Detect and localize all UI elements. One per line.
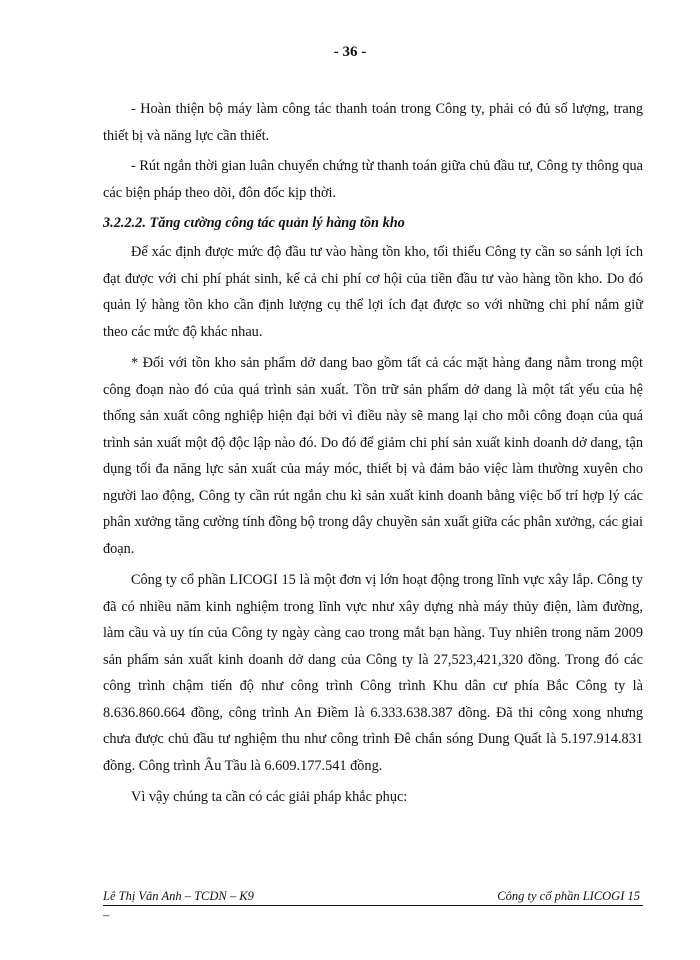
page-number: - 36 -	[333, 44, 367, 60]
bullet-paragraph-1: - Hoàn thiện bộ máy làm công tác thanh toán trong Công ty, phải có đủ số lượng, trang thiết bị và năng lực cần thiết.	[103, 101, 643, 144]
footer-divider	[103, 905, 643, 906]
body-paragraph-3: Công ty cổ phần LICOGI 15 là một đơn vị lớn hoạt động trong lĩnh vực xây lắp. Công ty đã có nhiều năm kinh nghiệm trong lĩnh vực như xây dựng nhà máy thủy điện, làm đường, làm cầu và uy tín của Công ty ngày càng cao trong mắt bạn hàng. Tuy nhiên trong năm 2009 sản phẩm sản xuất kinh doanh dở dang của Công ty là 27,523,421,320 đồng. Trong đó các công trình chậm tiến độ như công trình Công trình Khu dân cư phía Bắc Công ty là 8.636.860.664 đồng, công trình An Điềm là 6.333.638.387 đồng. Đã thi công xong nhưng chưa được chủ đầu tư nghiệm thu như công trình Đê chắn sóng Dung Quất là 5.197.914.831 đồng. Công trình Âu Tầu là 6.609.177.541 đồng.	[103, 572, 643, 774]
body-paragraph-4: Vì vậy chúng ta cần có các giải pháp khắc phục:	[131, 789, 408, 805]
body-paragraph-2: * Đối với tồn kho sản phẩm dở dang bao gồm tất cả các mặt hàng đang nằm trong một công đoạn nào đó của quá trình sản xuất. Tồn trữ sản phẩm dở dang là một tất yếu của hệ thống sản xuất công nghiệp hiện đại bởi vì điều này sẽ mang lại cho mỗi công đoạn của quá trình sản xuất một độ độc lập nào đó. Do đó để giảm chi phí sản xuất kinh doanh dở dang, tận dụng tối đa năng lực sản xuất của máy móc, thiết bị và đảm bảo việc làm thường xuyên cho người lao động, Công ty cần rút ngắn chu kì sản xuất kinh doanh bằng việc bố trí hợp lý các phân xưởng tăng cường tính đồng bộ trong dây chuyền sản xuất giữa các phân xưởng, các giai đoạn.	[103, 355, 643, 557]
body-paragraph-1: Để xác định được mức độ đầu tư vào hàng tồn kho, tối thiểu Công ty cần so sánh lợi ích đạt được với chi phí phát sinh, kể cả chi phí cơ hội của tiền đầu tư vào hàng tồn kho. Do đó quản lý hàng tồn kho cần định lượng cụ thể lợi ích đạt được so với những chi phí nắm giữ theo các mức độ khác nhau.	[103, 244, 643, 340]
footer-company: Công ty cổ phần LICOGI 15	[497, 889, 640, 903]
bullet-paragraph-2: - Rút ngắn thời gian luân chuyển chứng từ thanh toán giữa chủ đầu tư, Công ty thông qua các biện pháp theo dõi, đôn đốc kịp thời.	[103, 158, 643, 201]
footer-author: Lê Thị Vân Anh – TCDN – K9	[103, 889, 254, 903]
page-content	[103, 96, 643, 816]
footer-trailing-mark: –	[103, 908, 110, 922]
section-heading: 3.2.2.2. Tăng cường công tác quản lý hàng tồn kho	[103, 215, 405, 231]
